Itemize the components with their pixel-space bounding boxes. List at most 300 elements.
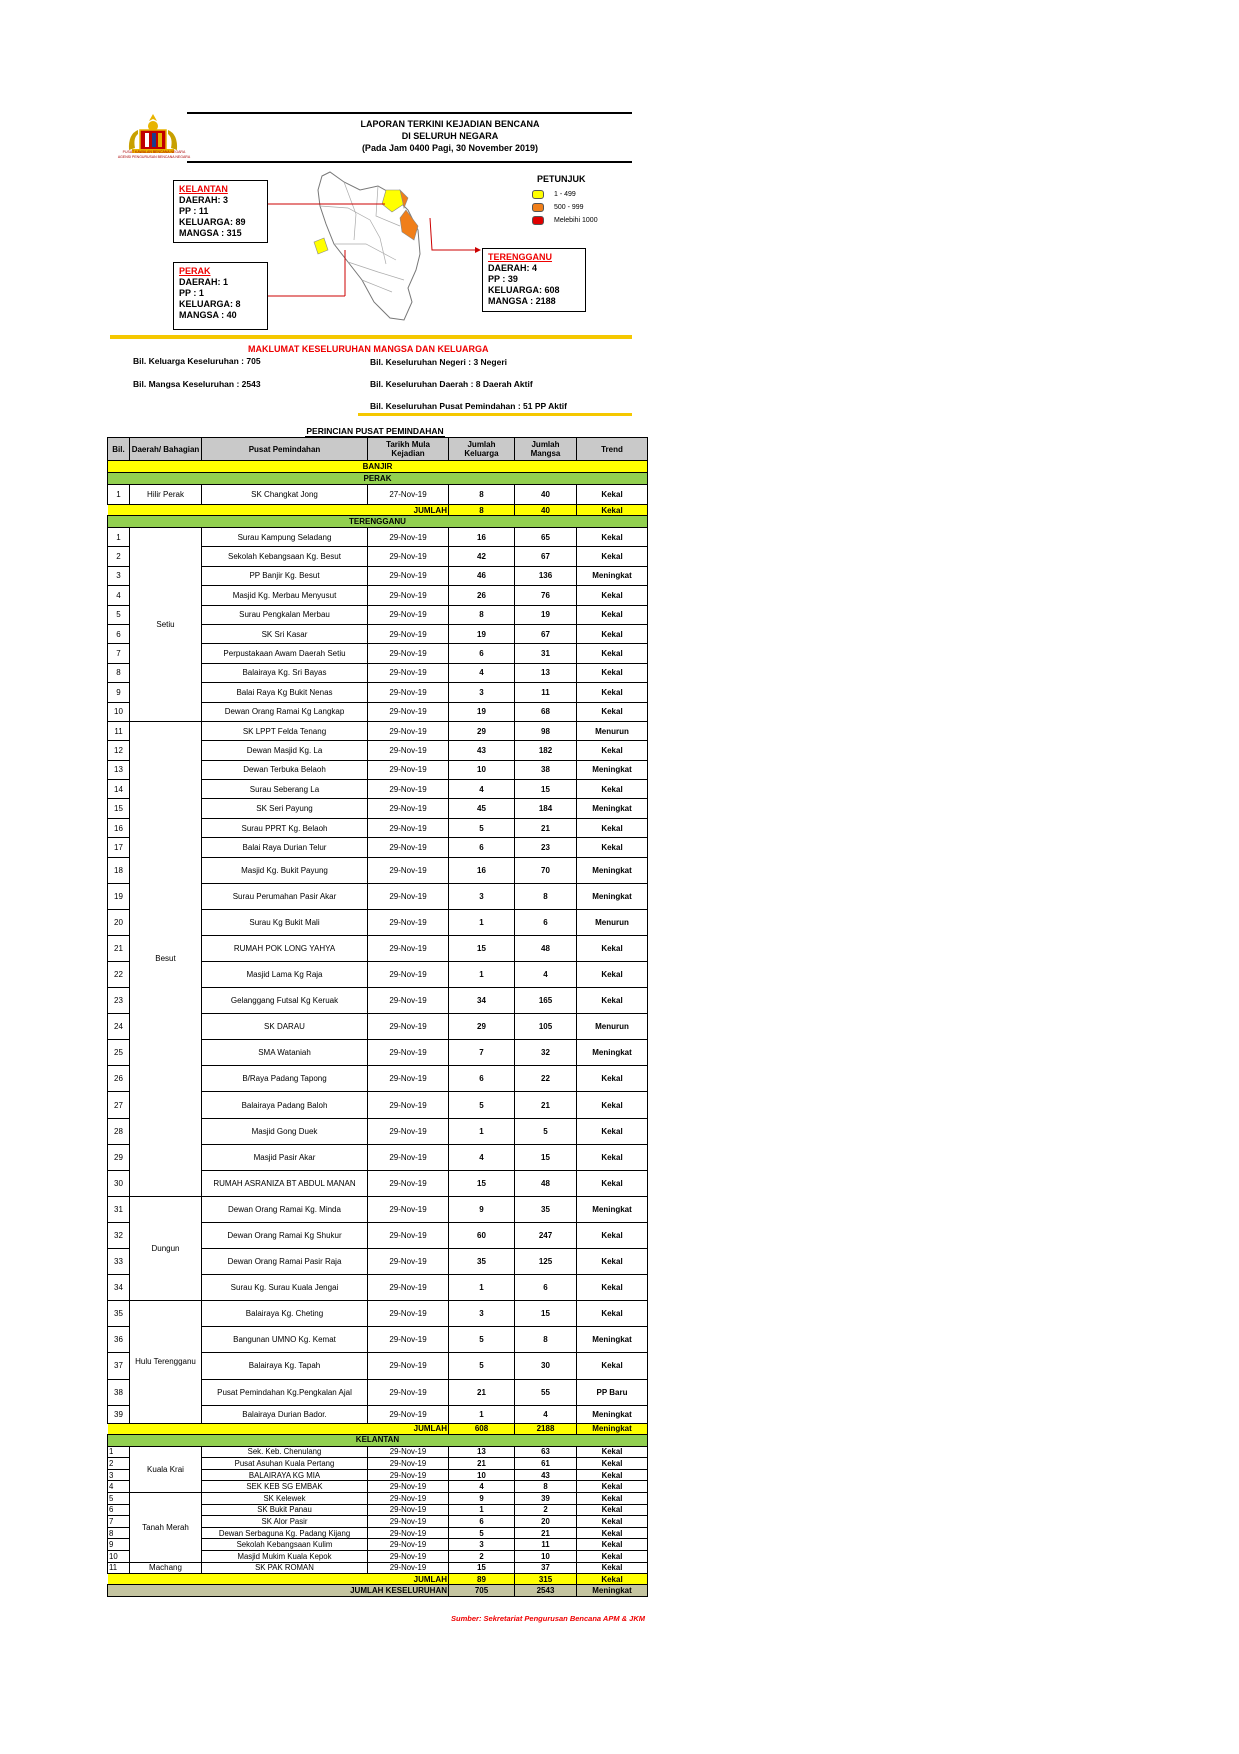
cell-trend: Kekal [577,1144,648,1170]
cell-mangsa: 8 [515,1327,577,1353]
col-bil: Bil. [108,438,130,461]
cell-bil: 6 [108,1504,130,1516]
summary-bottom-bar [358,413,632,416]
cell-mangsa: 98 [515,721,577,740]
cell-tarikh: 29-Nov-19 [368,1527,449,1539]
table-row [108,1492,648,1504]
cell-tarikh: 29-Nov-19 [368,605,449,624]
cell-pusat: Masjid Kg. Merbau Menyusut [202,586,368,605]
cell-pusat: Surau Kg. Surau Kuala Jengai [202,1275,368,1301]
section-banjir [108,461,648,473]
cell-trend: Kekal [577,818,648,837]
legend-swatch-orange [532,203,544,212]
section-kelantan-label: KELANTAN [108,1434,648,1446]
cell-tarikh: 29-Nov-19 [368,799,449,818]
cell-bil: 11 [108,1562,130,1574]
evacuation-centre-table [107,437,648,1597]
cell-keluarga: 1 [449,1118,515,1144]
cell-keluarga: 13 [449,1446,515,1458]
cell-keluarga: 26 [449,586,515,605]
cell-mangsa: 22 [515,1066,577,1092]
cell-tarikh: 29-Nov-19 [368,566,449,585]
cell-mangsa: 63 [515,1446,577,1458]
jumlah-trend: Kekal [577,1574,648,1585]
jumlah-trend: Meningkat [577,1423,648,1434]
cell-trend: Meningkat [577,799,648,818]
cell-keluarga: 6 [449,644,515,663]
cell-bil: 11 [108,721,130,740]
cell-pusat: Dewan Terbuka Belaoh [202,760,368,779]
cell-bil: 32 [108,1222,130,1248]
cell-keluarga: 5 [449,1327,515,1353]
cell-trend: Kekal [577,1550,648,1562]
cell-trend: Kekal [577,1066,648,1092]
cell-trend: Kekal [577,1170,648,1196]
cell-pusat: Perpustakaan Awam Daerah Setiu [202,644,368,663]
cell-mangsa: 40 [515,485,577,505]
cell-keluarga: 6 [449,838,515,857]
cell-pusat: Surau Kampung Seladang [202,528,368,547]
cell-tarikh: 29-Nov-19 [368,702,449,721]
cell-trend: Kekal [577,1446,648,1458]
cell-pusat: Sekolah Kebangsaan Kulim [202,1539,368,1551]
jumlah-trend: Kekal [577,505,648,516]
cell-bil: 36 [108,1327,130,1353]
cell-trend: Kekal [577,1353,648,1379]
cell-daerah: Hilir Perak [130,485,202,505]
cell-trend: Kekal [577,1301,648,1327]
cell-pusat: Masjid Lama Kg Raja [202,962,368,988]
cell-keluarga: 5 [449,818,515,837]
cell-pusat: Pusat Pemindahan Kg.Pengkalan Ajal [202,1379,368,1405]
source-note: Sumber: Sekretariat Pengurusan Bencana APM & JKM [451,1614,645,1623]
cell-keluarga: 46 [449,566,515,585]
cell-mangsa: 5 [515,1118,577,1144]
cell-bil: 28 [108,1118,130,1144]
cell-keluarga: 21 [449,1458,515,1470]
cell-tarikh: 29-Nov-19 [368,818,449,837]
cell-trend: Menurun [577,1014,648,1040]
cell-tarikh: 29-Nov-19 [368,1014,449,1040]
cell-mangsa: 38 [515,760,577,779]
cell-keluarga: 60 [449,1222,515,1248]
cell-tarikh: 29-Nov-19 [368,1504,449,1516]
cell-trend: Kekal [577,624,648,643]
cell-trend: Kekal [577,935,648,961]
cell-trend: Kekal [577,702,648,721]
cell-mangsa: 70 [515,857,577,883]
cell-trend: Kekal [577,741,648,760]
cell-mangsa: 35 [515,1196,577,1222]
cell-mangsa: 21 [515,818,577,837]
cell-pusat: SK DARAU [202,1014,368,1040]
table-title: PERINCIAN PUSAT PEMINDAHAN [306,426,444,436]
cell-trend: Meningkat [577,1405,648,1423]
cell-tarikh: 29-Nov-19 [368,1170,449,1196]
cell-trend: Kekal [577,780,648,799]
cell-bil: 30 [108,1170,130,1196]
cell-trend: Meningkat [577,857,648,883]
cell-mangsa: 8 [515,1481,577,1493]
cell-mangsa: 2 [515,1504,577,1516]
cell-mangsa: 182 [515,741,577,760]
cell-tarikh: 29-Nov-19 [368,1327,449,1353]
cell-pusat: SK LPPT Felda Tenang [202,721,368,740]
cell-pusat: Surau Kg Bukit Mali [202,909,368,935]
cell-bil: 1 [108,1446,130,1458]
cell-daerah: Besut [130,721,202,1196]
cell-tarikh: 29-Nov-19 [368,1379,449,1405]
cell-mangsa: 10 [515,1550,577,1562]
table-header-row [108,438,648,461]
cell-pusat: SK Kelewek [202,1492,368,1504]
cell-pusat: Balairaya Durian Bador. [202,1405,368,1423]
table-row [108,1562,648,1574]
cell-trend: Meningkat [577,760,648,779]
cell-tarikh: 29-Nov-19 [368,721,449,740]
cell-bil: 14 [108,780,130,799]
cell-mangsa: 105 [515,1014,577,1040]
cell-bil: 15 [108,799,130,818]
cell-trend: Kekal [577,1539,648,1551]
cell-bil: 37 [108,1353,130,1379]
jumlah-keluarga: 8 [449,505,515,516]
cell-keluarga: 9 [449,1196,515,1222]
cell-keluarga: 3 [449,683,515,702]
cell-tarikh: 29-Nov-19 [368,780,449,799]
cell-tarikh: 29-Nov-19 [368,1092,449,1118]
cell-daerah: Dungun [130,1196,202,1300]
jumlah-label: JUMLAH [108,1574,449,1585]
cell-keluarga: 5 [449,1092,515,1118]
cell-bil: 24 [108,1014,130,1040]
cell-trend: Meningkat [577,1196,648,1222]
cell-pusat: Masjid Pasir Akar [202,1144,368,1170]
terengganu-jumlah-row [108,1423,648,1434]
col-mangsa: Jumlah Mangsa [515,438,577,461]
cell-tarikh: 29-Nov-19 [368,1469,449,1481]
cell-pusat: Balairaya Kg. Sri Bayas [202,663,368,682]
cell-keluarga: 6 [449,1066,515,1092]
cell-keluarga: 4 [449,780,515,799]
cell-tarikh: 29-Nov-19 [368,1275,449,1301]
cell-mangsa: 76 [515,586,577,605]
cell-trend: Kekal [577,1275,648,1301]
cell-keluarga: 3 [449,1301,515,1327]
cell-keluarga: 29 [449,721,515,740]
cell-trend: Kekal [577,1222,648,1248]
cell-bil: 35 [108,1301,130,1327]
cell-mangsa: 20 [515,1516,577,1528]
jumlah-label: JUMLAH [108,505,449,516]
cell-mangsa: 37 [515,1562,577,1574]
cell-tarikh: 29-Nov-19 [368,1458,449,1470]
cell-bil: 23 [108,988,130,1014]
cell-keluarga: 6 [449,1516,515,1528]
cell-trend: Kekal [577,1458,648,1470]
cell-tarikh: 29-Nov-19 [368,1353,449,1379]
cell-keluarga: 8 [449,605,515,624]
cell-mangsa: 136 [515,566,577,585]
grand-total-trend: Meningkat [577,1585,648,1597]
perak-callout: PERAK DAERAH: 1 PP : 1 KELUARGA: 8 MANGSA : 40 [173,262,268,330]
cell-pusat: Masjid Gong Duek [202,1118,368,1144]
cell-mangsa: 184 [515,799,577,818]
cell-tarikh: 29-Nov-19 [368,1481,449,1493]
cell-keluarga: 19 [449,702,515,721]
cell-tarikh: 29-Nov-19 [368,1144,449,1170]
cell-trend: Meningkat [577,1040,648,1066]
cell-bil: 1 [108,485,130,505]
kelantan-callout: KELANTAN DAERAH: 3 PP : 11 KELUARGA: 89 MANGSA : 315 [173,180,268,243]
cell-pusat: SK PAK ROMAN [202,1562,368,1574]
cell-tarikh: 29-Nov-19 [368,1562,449,1574]
cell-bil: 10 [108,702,130,721]
jumlah-keluarga: 608 [449,1423,515,1434]
cell-trend: Kekal [577,1504,648,1516]
table-row [108,1301,648,1327]
jumlah-label: JUMLAH [108,1423,449,1434]
cell-pusat: RUMAH ASRANIZA BT ABDUL MANAN [202,1170,368,1196]
cell-tarikh: 29-Nov-19 [368,1550,449,1562]
cell-tarikh: 29-Nov-19 [368,1118,449,1144]
logo-caption: PUSAT KAWALAN BENCANA NEGARA AGENSI PENGURUSAN BENCANA NEGARA [117,150,191,159]
cell-tarikh: 29-Nov-19 [368,1539,449,1551]
cell-pusat: Dewan Orang Ramai Kg Shukur [202,1222,368,1248]
cell-bil: 22 [108,962,130,988]
cell-pusat: Surau Pengkalan Merbau [202,605,368,624]
cell-pusat: Masjid Kg. Bukit Payung [202,857,368,883]
cell-mangsa: 165 [515,988,577,1014]
cell-tarikh: 29-Nov-19 [368,909,449,935]
cell-bil: 39 [108,1405,130,1423]
cell-pusat: SK Bukit Panau [202,1504,368,1516]
cell-trend: Kekal [577,1118,648,1144]
cell-mangsa: 15 [515,780,577,799]
cell-trend: Meningkat [577,566,648,585]
cell-pusat: Sek. Keb. Chenulang [202,1446,368,1458]
summary-daerah: Bil. Keseluruhan Daerah : 8 Daerah Aktif [370,379,533,389]
cell-keluarga: 4 [449,1481,515,1493]
cell-trend: Kekal [577,1469,648,1481]
cell-pusat: Balairaya Kg. Cheting [202,1301,368,1327]
cell-bil: 5 [108,605,130,624]
cell-trend: Kekal [577,1527,648,1539]
section-terengganu-label: TERENGGANU [108,516,648,528]
section-perak [108,473,648,485]
cell-tarikh: 29-Nov-19 [368,857,449,883]
cell-pusat: Bangunan UMNO Kg. Kemat [202,1327,368,1353]
cell-keluarga: 1 [449,1504,515,1516]
cell-keluarga: 7 [449,1040,515,1066]
cell-trend: Kekal [577,988,648,1014]
cell-trend: Kekal [577,683,648,702]
cell-bil: 17 [108,838,130,857]
cell-trend: Kekal [577,1092,648,1118]
cell-bil: 33 [108,1249,130,1275]
cell-tarikh: 29-Nov-19 [368,644,449,663]
cell-trend: Kekal [577,663,648,682]
cell-mangsa: 4 [515,962,577,988]
summary-title: MAKLUMAT KESELURUHAN MANGSA DAN KELUARGA [248,344,489,354]
cell-tarikh: 29-Nov-19 [368,962,449,988]
cell-mangsa: 6 [515,1275,577,1301]
cell-tarikh: 29-Nov-19 [368,586,449,605]
jumlah-keluarga: 89 [449,1574,515,1585]
cell-trend: Kekal [577,547,648,566]
cell-keluarga: 5 [449,1527,515,1539]
cell-pusat: Dewan Orang Ramai Pasir Raja [202,1249,368,1275]
cell-bil: 27 [108,1092,130,1118]
cell-tarikh: 29-Nov-19 [368,741,449,760]
col-tarikh: Tarikh Mula Kejadian [368,438,449,461]
cell-pusat: Dewan Orang Ramai Kg Langkap [202,702,368,721]
cell-pusat: SK Sri Kasar [202,624,368,643]
cell-pusat: Balai Raya Kg Bukit Nenas [202,683,368,702]
cell-pusat: Balairaya Kg. Tapah [202,1353,368,1379]
cell-keluarga: 1 [449,962,515,988]
section-kelantan [108,1434,648,1446]
cell-keluarga: 1 [449,1275,515,1301]
cell-bil: 2 [108,1458,130,1470]
cell-mangsa: 43 [515,1469,577,1481]
cell-keluarga: 2 [449,1550,515,1562]
cell-bil: 2 [108,547,130,566]
cell-tarikh: 29-Nov-19 [368,935,449,961]
cell-daerah: Hulu Terengganu [130,1301,202,1423]
cell-keluarga: 9 [449,1492,515,1504]
summary-negeri: Bil. Keseluruhan Negeri : 3 Negeri [370,357,507,367]
table-row [108,721,648,740]
cell-daerah: Kuala Krai [130,1446,202,1492]
cell-keluarga: 15 [449,1562,515,1574]
cell-keluarga: 8 [449,485,515,505]
cell-mangsa: 125 [515,1249,577,1275]
cell-bil: 8 [108,663,130,682]
cell-mangsa: 65 [515,528,577,547]
cell-bil: 29 [108,1144,130,1170]
cell-trend: Kekal [577,1492,648,1504]
cell-mangsa: 68 [515,702,577,721]
cell-keluarga: 10 [449,760,515,779]
report-title: LAPORAN TERKINI KEJADIAN BENCANA DI SELURUH NEGARA (Pada Jam 0400 Pagi, 30 November 2019) [360,119,540,153]
cell-keluarga: 3 [449,883,515,909]
col-keluarga: Jumlah Keluarga [449,438,515,461]
cell-mangsa: 15 [515,1301,577,1327]
cell-bil: 4 [108,586,130,605]
cell-tarikh: 29-Nov-19 [368,1405,449,1423]
table-row [108,485,648,505]
cell-pusat: Balairaya Padang Baloh [202,1092,368,1118]
table-row [108,1196,648,1222]
cell-bil: 5 [108,1492,130,1504]
perak-jumlah-row [108,505,648,516]
cell-pusat: Dewan Masjid Kg. La [202,741,368,760]
cell-pusat: Surau PPRT Kg. Belaoh [202,818,368,837]
grand-total-mangsa: 2543 [515,1585,577,1597]
cell-keluarga: 15 [449,935,515,961]
cell-bil: 9 [108,683,130,702]
cell-trend: Kekal [577,485,648,505]
cell-mangsa: 19 [515,605,577,624]
legend-swatch-yellow [532,190,544,199]
cell-bil: 3 [108,1469,130,1481]
cell-mangsa: 67 [515,547,577,566]
cell-tarikh: 29-Nov-19 [368,1249,449,1275]
cell-pusat: B/Raya Padang Tapong [202,1066,368,1092]
cell-trend: Kekal [577,586,648,605]
legend-swatch-red [532,216,544,225]
cell-mangsa: 55 [515,1379,577,1405]
cell-tarikh: 29-Nov-19 [368,663,449,682]
cell-trend: Kekal [577,962,648,988]
cell-mangsa: 31 [515,644,577,663]
cell-keluarga: 1 [449,909,515,935]
cell-tarikh: 29-Nov-19 [368,683,449,702]
cell-mangsa: 21 [515,1092,577,1118]
cell-tarikh: 29-Nov-19 [368,1446,449,1458]
grand-total-keluarga: 705 [449,1585,515,1597]
cell-tarikh: 29-Nov-19 [368,1222,449,1248]
cell-pusat: SK Seri Payung [202,799,368,818]
cell-keluarga: 21 [449,1379,515,1405]
cell-keluarga: 45 [449,799,515,818]
cell-daerah: Machang [130,1562,202,1574]
kelantan-jumlah-row [108,1574,648,1585]
cell-pusat: PP Banjir Kg. Besut [202,566,368,585]
cell-bil: 6 [108,624,130,643]
summary-pp: Bil. Keseluruhan Pusat Pemindahan : 51 PP Aktif [370,401,567,411]
cell-pusat: RUMAH POK LONG YAHYA [202,935,368,961]
cell-pusat: SK Alor Pasir [202,1516,368,1528]
table-row [108,528,648,547]
cell-bil: 16 [108,818,130,837]
cell-tarikh: 29-Nov-19 [368,1196,449,1222]
cell-mangsa: 6 [515,909,577,935]
cell-keluarga: 42 [449,547,515,566]
cell-trend: Meningkat [577,883,648,909]
cell-trend: Kekal [577,1562,648,1574]
cell-trend: Kekal [577,1481,648,1493]
cell-keluarga: 1 [449,1405,515,1423]
cell-mangsa: 13 [515,663,577,682]
cell-trend: PP Baru [577,1379,648,1405]
cell-trend: Kekal [577,644,648,663]
cell-bil: 7 [108,1516,130,1528]
cell-keluarga: 10 [449,1469,515,1481]
cell-keluarga: 35 [449,1249,515,1275]
grand-total-row [108,1585,648,1597]
terengganu-callout: TERENGGANU DAERAH: 4 PP : 39 KELUARGA: 608 MANGSA : 2188 [482,248,586,312]
cell-bil: 7 [108,644,130,663]
cell-mangsa: 30 [515,1353,577,1379]
cell-bil: 1 [108,528,130,547]
cell-mangsa: 15 [515,1144,577,1170]
cell-trend: Kekal [577,528,648,547]
cell-tarikh: 29-Nov-19 [368,547,449,566]
cell-bil: 21 [108,935,130,961]
jumlah-mangsa: 315 [515,1574,577,1585]
cell-keluarga: 4 [449,663,515,682]
cell-tarikh: 29-Nov-19 [368,760,449,779]
cell-bil: 25 [108,1040,130,1066]
cell-keluarga: 3 [449,1539,515,1551]
cell-tarikh: 29-Nov-19 [368,883,449,909]
cell-keluarga: 43 [449,741,515,760]
section-terengganu [108,516,648,528]
section-perak-label: PERAK [108,473,648,485]
summary-top-bar [110,335,632,339]
